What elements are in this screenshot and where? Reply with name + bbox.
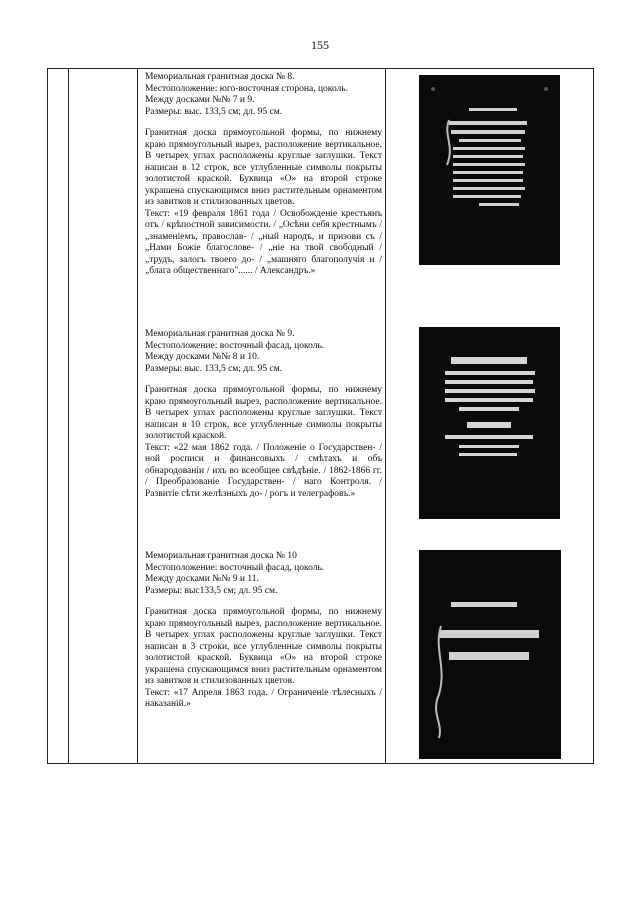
entry-between: Между досками №№ 8 и 10. <box>145 352 260 362</box>
table-column-divider <box>385 69 386 763</box>
entry-size: Размеры: выс133,5 см; дл. 95 см. <box>145 585 278 596</box>
entry-size: Размеры: выс. 133,5 см; дл. 95 см. <box>145 106 283 117</box>
entry-plaque-10 <box>145 551 382 711</box>
entry-description: Гранитная доска прямоугольной формы, по нижнему краю прямоугольный вырез, расположение вертикальное. В четырех углах расположены круглые заглушки. Текст написан в 12 строк, все углубленные символы покрыты золотистой краской. Буквица «О» на второй строке украшена спускающимся вниз растительным орнаментом из завитков и стилизованных цветов. <box>145 128 382 207</box>
entry-inscription: Текст: «22 мая 1862 года. / Положеніе о Государствен- / ной росписи и финансовыхъ / смѣтахъ и объ обнародованіи / ихъ во всеобщее свѣдѣніе. / 1862-1866 гг. / Преобразованіе Государствен- / наго Контроля. / Развитіе сѣти желѣзныхъ до- / рогъ и телеграфовъ.» <box>145 442 382 499</box>
photo-plaque-9 <box>419 327 560 519</box>
plaque-8-image <box>419 75 560 265</box>
entry-inscription: Текст: «19 февраля 1861 года / Освобожденіе крестьянъ отъ / крѣпостной зависимости. / „Осѣни себя крестнымъ / „знаменіемъ, православ- / „ный народъ, и призови съ / „Нами Божіе благослове- / „ніе на твой свободный / „трудъ, залогъ твоего до- / „машняго благополучія и / „блага общественнаго"...... / Александръ.» <box>145 208 382 276</box>
monument-table <box>47 68 594 764</box>
entry-description: Гранитная доска прямоугольной формы, по нижнему краю прямоугольный вырез, расположение вертикальное. В четырех углах расположены круглые заглушки. Текст написан в 3 строки, все углубленные символы покрыты золотистой краской. Буквица «О» на второй строке украшена спускающимся вниз растительным орнаментом из завитков и стилизованных цветов. <box>145 607 382 686</box>
photo-plaque-10 <box>419 550 561 759</box>
page-number: 155 <box>311 38 329 52</box>
entry-size: Размеры: выс. 133,5 см; дл. 95 см. <box>145 363 283 374</box>
entry-between: Между досками №№ 9 и 11. <box>145 574 259 584</box>
photo-plaque-8 <box>419 75 560 265</box>
entry-location: Местоположение: восточный фасад, цоколь. <box>145 562 325 573</box>
table-column-divider <box>137 69 138 763</box>
entry-title: Мемориальная гранитная доска № 9. <box>145 329 295 339</box>
entry-location: Местоположение: юго-восточная сторона, цоколь. <box>145 83 349 94</box>
plaque-10-image <box>419 550 561 759</box>
entry-between: Между досками №№ 7 и 9. <box>145 95 255 105</box>
entry-description: Гранитная доска прямоугольной формы, по нижнему краю прямоугольный вырез, расположение вертикальное. В четырех углах расположены круглые заглушки. Текст написан в 10 строк, все углубленные символы покрыты золотистой краской. <box>145 385 382 441</box>
entry-location: Местоположение: восточный фасад, цоколь. <box>145 340 325 351</box>
entry-inscription: Текст: «17 Апреля 1863 года. / Ограниченіе тѣлесныхъ / наказаній.» <box>145 687 382 709</box>
entry-title: Мемориальная гранитная доска № 10 <box>145 551 297 561</box>
entry-plaque-9 <box>145 329 382 500</box>
plaque-9-image <box>419 327 560 519</box>
entry-title: Мемориальная гранитная доска № 8. <box>145 72 295 82</box>
table-column-divider <box>68 69 69 763</box>
entry-plaque-8 <box>145 72 382 278</box>
